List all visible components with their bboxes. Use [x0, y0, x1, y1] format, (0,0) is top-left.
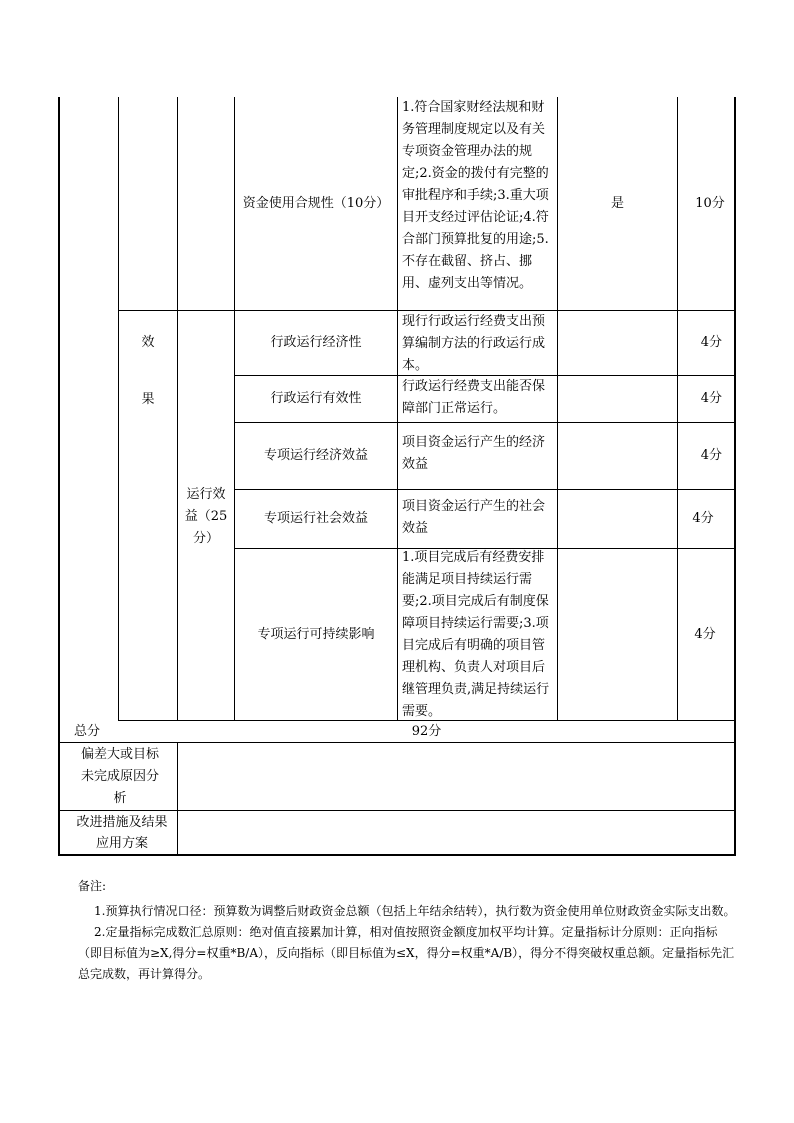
benefit-label: 运行效益（25分） [184, 487, 228, 546]
total-label: 总分 [74, 724, 101, 739]
indicator-cell: 资金使用合规性（10分） [242, 195, 390, 211]
standard-cell: 1.项目完成后有经费安排能满足项目持续运行需要;2.项目完成后有制度保障项目持续运行需要;3.项目完成后有明确的项目管理机构、负责人对项目后继管理负责,满足持续运行需要。 [402, 550, 550, 719]
actual-cell: 是 [610, 195, 624, 211]
improve-label: 改进措施及结果应用方案 [76, 814, 168, 851]
actual-cell [558, 490, 677, 548]
standard-cell: 项目资金运行产生的经济效益 [402, 435, 546, 472]
score-cell: 4分 [700, 335, 722, 350]
standard-cell: 行政运行经费支出能否保障部门正常运行。 [402, 379, 546, 416]
total-value: 92分 [411, 723, 442, 739]
indicator-cell: 专项运行社会效益 [263, 511, 368, 526]
notes-section [78, 876, 738, 985]
score-cell: 4分 [692, 511, 714, 526]
improve-value [178, 811, 734, 854]
effect-label-2: 果 [141, 392, 155, 407]
actual-cell [558, 423, 677, 489]
effect-label-1: 效 [141, 335, 155, 350]
actual-cell [558, 311, 677, 375]
indicator-cell: 行政运行有效性 [270, 391, 362, 406]
table-border-right [734, 97, 736, 856]
actual-cell [558, 549, 677, 720]
note-item-1: 1.预算执行情况口径：预算数为调整后财政资金总额（包括上年结余结转），执行数为资金使用单位财政资金实际支出数。 [94, 904, 736, 918]
deviation-value [178, 743, 734, 810]
col-divider-2 [177, 97, 178, 720]
score-cell: 4分 [700, 391, 722, 406]
deviation-label: 偏差大或目标未完成原因分析 [80, 747, 159, 806]
score-cell: 10分 [695, 195, 725, 211]
actual-cell [558, 376, 677, 422]
indicator-cell: 专项运行可持续影响 [257, 626, 375, 642]
table-border-bottom [58, 854, 736, 856]
indicator-cell: 行政运行经济性 [270, 335, 362, 350]
score-cell: 4分 [694, 626, 716, 642]
note-item-2: 2.定量指标完成数汇总原则：绝对值直接累加计算，相对值按照资金额度加权平均计算。定量指标计分原则：正向指标（即目标值为≥X,得分=权重*B/A），反向指标（即目标值为≤X，得分=权重*A/B），得分不得突破权重总额。定量指标先汇总完成数，再计算得分。 [78, 925, 735, 981]
score-cell: 4分 [700, 448, 722, 463]
standard-cell: 现行行政运行经费支出预算编制方法的行政运行成本。 [402, 314, 546, 373]
indicator-cell: 专项运行经济效益 [263, 448, 368, 463]
standard-cell: 项目资金运行产生的社会效益 [402, 499, 546, 536]
standard-cell: 1.符合国家财经法规和财务管理制度规定以及有关专项资金管理办法的规定;2.资金的拨付有完整的审批程序和手续;3.重大项目开支经过评估论证;4.符合部门预算批复的用途;5.不存在截留、挤占、挪用、虚列支出等情况。 [402, 100, 549, 291]
notes-title: 备注: [78, 879, 107, 893]
